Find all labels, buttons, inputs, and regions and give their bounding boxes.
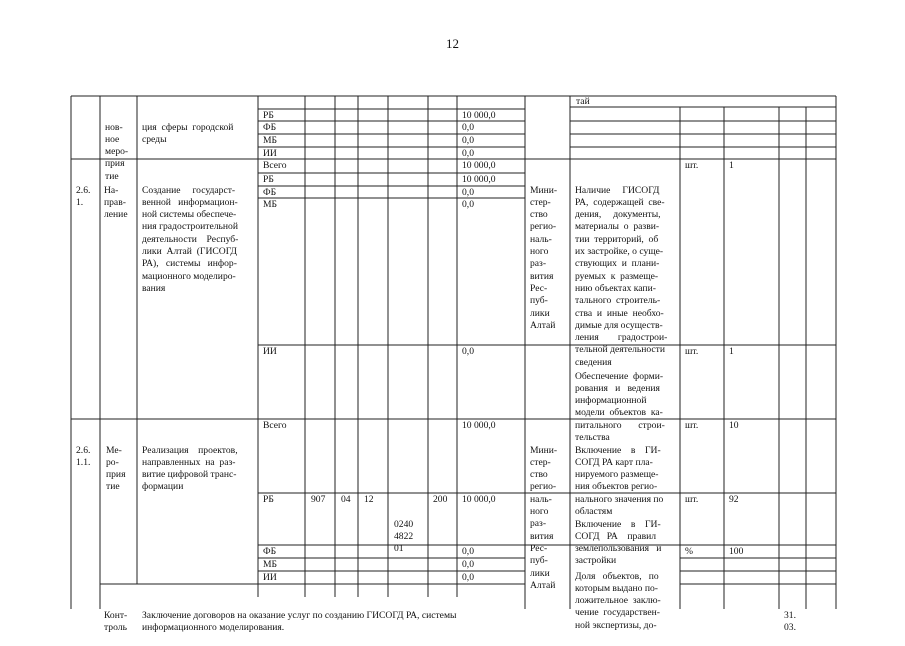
row3-date: 31. 03. (784, 609, 796, 633)
row2-unit-2: шт. (685, 494, 699, 505)
row1-name-cell: Создание государст- венной информацион- ной системы обеспече- ния градостроительной деятельности Респуб- лики Алтай (ГИСОГД РА), системы инфор- мационного моделиро- вания (142, 184, 239, 294)
row2-code-rz: 04 (341, 494, 351, 505)
row1-indicator-2: Обеспечение форми- рования и ведения информационной модели объектов ка- питального строи- тельства (575, 370, 665, 444)
row1-source-rb: РБ (263, 174, 274, 185)
row1-source-fb: ФБ (263, 187, 277, 198)
row1-number: 2.6. 1. (76, 184, 91, 208)
row2-number: 2.6. 1.1. (76, 444, 91, 468)
row0-amount-rb: 10 000,0 (462, 110, 496, 121)
row1-unit-1: шт. (685, 160, 699, 171)
row0-source-ii: ИИ (263, 148, 277, 159)
row0-name-cell: ция сферы городской среды (142, 121, 234, 145)
row2-amount-rb: 10 000,0 (462, 494, 496, 505)
row0-indicator: тай (576, 96, 590, 107)
row1-amount-total: 10 000,0 (462, 160, 496, 171)
row1-type-cell: На- прав- ление (104, 184, 128, 221)
row0-source-mb: МБ (263, 135, 278, 146)
row0-amount-ii: 0,0 (462, 148, 474, 159)
row1-value-2: 1 (729, 346, 734, 357)
row2-type-cell: Ме- ро- прия тие (106, 444, 126, 493)
row2-amount-fb: 0,0 (462, 546, 474, 557)
row2-amount-ii: 0,0 (462, 572, 474, 583)
row2-amount-mb: 0,0 (462, 559, 474, 570)
row3-type-cell: Конт- троль (104, 609, 128, 633)
row2-value-2: 92 (729, 494, 739, 505)
row1-amount-mb: 0,0 (462, 199, 474, 210)
row1-source-total: Всего (263, 160, 287, 171)
row2-value-1: 10 (729, 420, 739, 431)
row1-indicator-1: Наличие ГИСОГД РА, содержащей све- дения, документы, материалы о разви- тии территорий, об их застройке, о суще- ствующих и плани- руемых к размеще- нию объектах капи- тального строитель- ства и иные необхо- димые для осуществ- ления градострои- тельной деятельности сведения (575, 184, 668, 368)
row2-source-total: Всего (263, 420, 287, 431)
row0-amount-mb: 0,0 (462, 135, 474, 146)
row1-unit-2: шт. (685, 346, 699, 357)
row2-source-fb: ФБ (263, 546, 277, 557)
row2-value-3: 100 (729, 546, 744, 557)
row2-source-rb: РБ (263, 494, 274, 505)
row1-value-1: 1 (729, 160, 734, 171)
row1-source-mb: МБ (263, 199, 278, 210)
page-number: 12 (446, 36, 459, 51)
row2-indicator-1: Включение в ГИ- СОГД РА карт пла- нируемого размеще- ния объектов регио- нального значения по областям (575, 444, 664, 518)
row2-unit-1: шт. (685, 420, 699, 431)
row2-source-mb: МБ (263, 559, 278, 570)
row1-source-ii: ИИ (263, 346, 277, 357)
row0-type-cell: нов- ное меро- прия тие (105, 121, 129, 182)
row2-unit-3: % (685, 546, 693, 557)
row2-code-pr: 12 (364, 494, 374, 505)
row2-indicator-2: Включение в ГИ- СОГД РА правил землепользования и застройки (575, 518, 662, 567)
row2-code-vr: 200 (433, 494, 448, 505)
row2-code-csr: 0240 4822 01 (394, 518, 414, 555)
row0-amount-fb: 0,0 (462, 122, 474, 133)
row0-source-rb: РБ (263, 110, 274, 121)
row3-control-text: Заключение договоров на оказание услуг по созданию ГИСОГД РА, системы информационного моделирования. (142, 609, 457, 633)
row1-amount-fb: 0,0 (462, 187, 474, 198)
row2-indicator-3: Доля объектов, по которым выдано по- ложительное заклю- чение государствен- ной экспертизы, до- (575, 570, 661, 631)
row2-name-cell: Реализация проектов, направленных на раз- витие цифровой транс- формации (142, 444, 238, 493)
row1-amount-ii: 0,0 (462, 346, 474, 357)
row2-source-ii: ИИ (263, 572, 277, 583)
row1-executor: Мини- стер- ство регио- наль- ного раз- вития Рес- пуб- лики Алтай (530, 184, 558, 331)
row2-amount-total: 10 000,0 (462, 420, 496, 431)
row1-amount-rb: 10 000,0 (462, 174, 496, 185)
row0-source-fb: ФБ (263, 122, 277, 133)
row2-code-grbs: 907 (311, 494, 326, 505)
row2-executor: Мини- стер- ство регио- наль- ного раз- вития Рес- пуб- лики Алтай (530, 444, 558, 591)
